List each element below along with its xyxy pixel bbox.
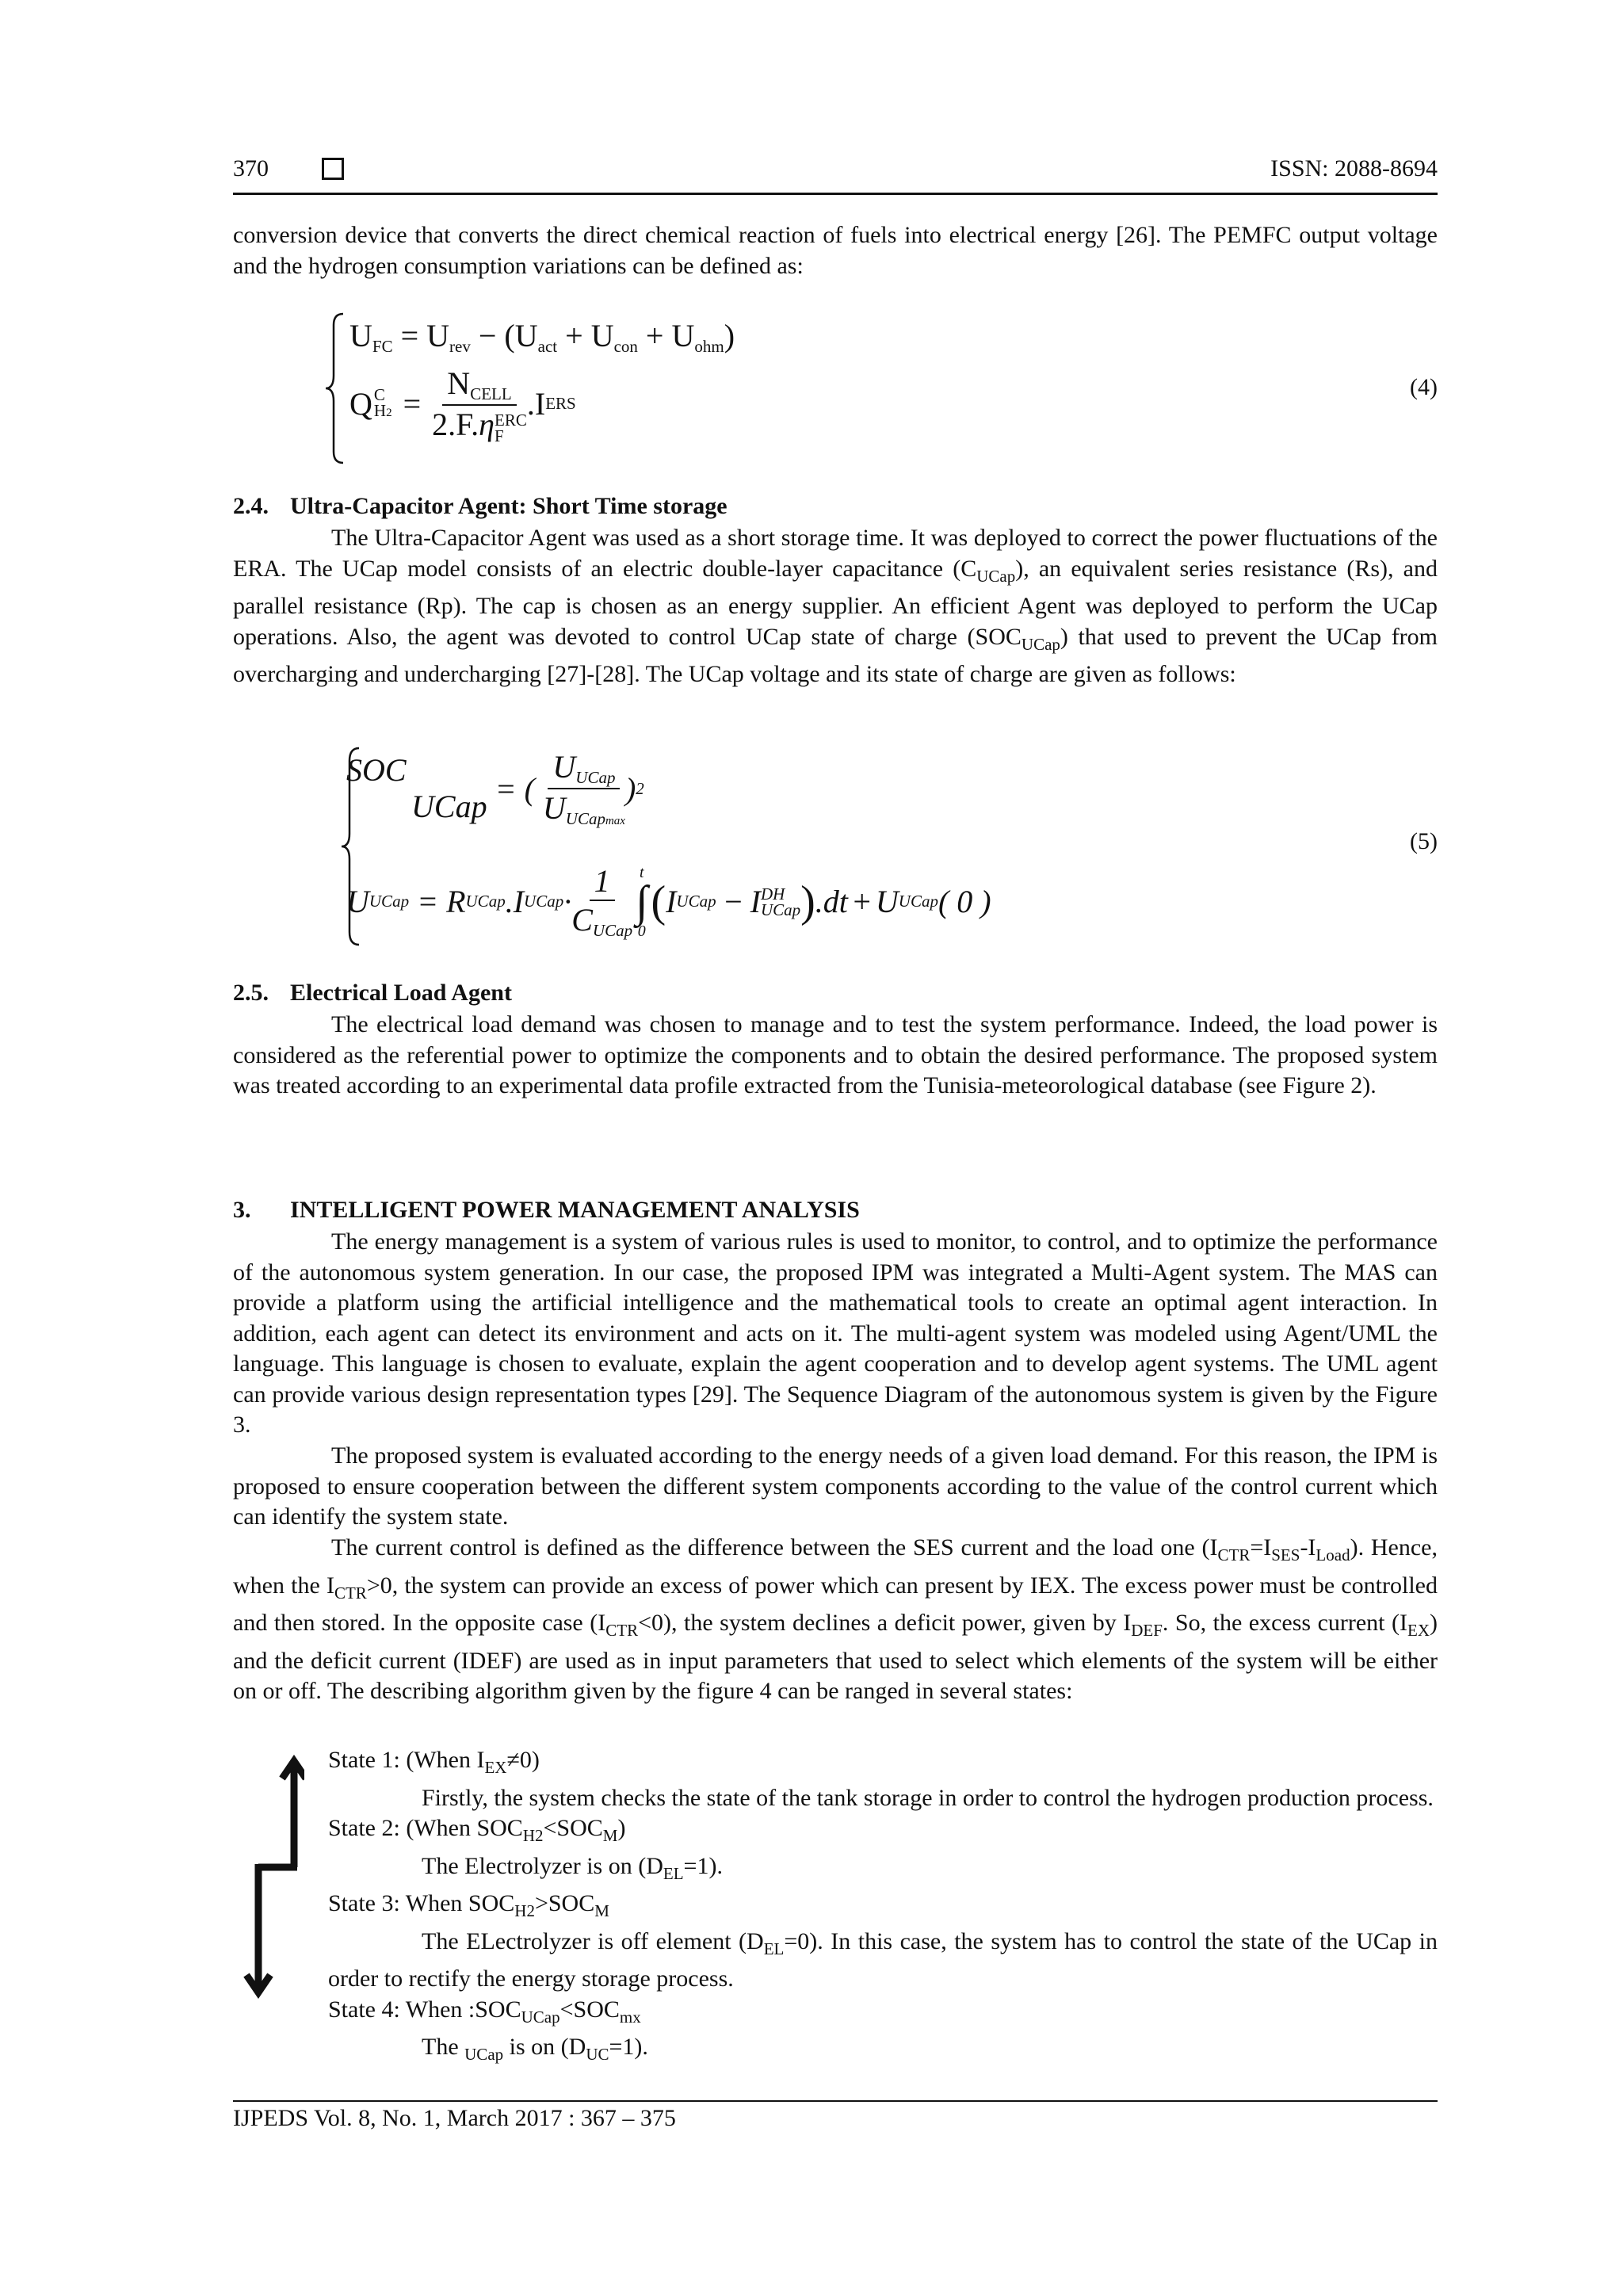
- equation-4-number: (4): [1410, 374, 1438, 400]
- integral-sign: t ∫ 0: [636, 863, 648, 940]
- page-number: 370: [233, 155, 269, 181]
- eq4-line-2: Q C H2 = $N_{CELL}$ 2.F.η ERC F .I ERS: [349, 365, 576, 445]
- eq5-line-2: U UCap = R UCap .I UCap · $\frac{1}{C_{UCap}}$ t ∫ 0 ( I UCap − I DH UCap ) .dt + U UCap ( 0 ): [346, 863, 991, 940]
- section-3-paragraph-1: The energy management is a system of various rules is used to monitor, to control, and to optimize the performance of the autonomous system generation. In our case, the proposed IPM was integrated a Multi-Agent system. The MAS can provide a platform using the artificial intelligence and the mathematical tools to create an optimal agent interaction. In addition, each agent can detect its environment and acts on it. The multi-agent system was modeled using Agent/UML the language. This language is chosen to evaluate, explain the agent cooperation and to develop agent systems. The UML agent can provide various design representation types [29]. The Sequence Diagram of the autonomous system is given by the Figure 3.: [233, 1228, 1438, 1438]
- eq5-line-1: SOC UCap = ( $\frac{U_{UCap}}{U_{UCapmax}}$ ) 2: [346, 749, 644, 828]
- states-list: [328, 1745, 1438, 2070]
- state-1-description: Firstly, the system checks the state of the tank storage in order to control the hydrogen production process.: [422, 1784, 1434, 1811]
- footer-rule: [233, 2100, 1438, 2102]
- eq4-fraction: $N_{CELL}$ 2.F.η ERC F: [432, 365, 527, 445]
- state-2: State 2: (When $SOC_{H2}<SOC_M$): [328, 1815, 626, 1845]
- header-rule: [233, 193, 1438, 195]
- equation-4: [324, 311, 800, 469]
- state-2-description: The Electrolyzer is on $(D_{EL}=1)$.: [422, 1852, 723, 1883]
- section-2-5-paragraph: The electrical load demand was chosen to manage and to test the system performance. Indeed, the load power is considered as the referential power to optimize the components and to obtain the desired performance. The proposed system was treated according to an experimental data profile extracted from the Tunisia-meteorological database (see Figure 2).: [233, 1011, 1438, 1098]
- page-header: [233, 155, 1438, 192]
- state-3: State 3: When $SOC_{H2}>SOC_M$: [328, 1890, 609, 1920]
- section-3-heading: 3. INTELLIGENT POWER MANAGEMENT ANALYSIS: [233, 1197, 860, 1223]
- section-2-4-paragraph: The Ultra-Capacitor Agent was used as a short storage time. It was deployed to correct the power fluctuations of the ERA. The UCap model consists of an electric double-layer capacitance $(C_{UCap})$, an equivalent series resistance (Rs), and parallel resistance (Rp). The cap is chosen as an energy supplier. An efficient Agent was deployed to perform the UCap operations. Also, the agent was devoted to control UCap state of charge $(SOC_{UCap})$ that used to prevent the UCap from overcharging and undercharging [27]-[28]. The UCap voltage and its state of charge are given as follows:: [233, 525, 1438, 687]
- state-flow-arrows-icon: [233, 1752, 304, 2005]
- state-1: State 1: (When $I_{EX}\ne 0$): [328, 1747, 540, 1777]
- square-icon: [322, 158, 344, 180]
- left-brace-icon: [324, 311, 348, 466]
- section-2-4-heading: 2.4. Ultra-Capacitor Agent: Short Time storage: [233, 493, 727, 519]
- eq5-fraction-2: $\frac{1}{C_{UCap}}$: [571, 863, 633, 940]
- page-footer: IJPEDS Vol. 8, No. 1, March 2017 : 367 – 375: [233, 2105, 676, 2131]
- section-3-paragraph-3: The current control is defined as the difference between the SES current and the load one $(I_{CTR}=I_{SES}-I_{Load})$. Hence, when the $I_{CTR}>0$, the system can provide an excess of power which can present by IEX. The excess power must be controlled and then stored. In the opposite case $(I_{CTR}<0)$, the system declines a deficit power, given by $I_{DEF}$. So, the excess current $(I_{EX})$ and the deficit current (IDEF) are used as in input parameters that used to select which elements of the system will be either on or off. The describing algorithm given by the figure 4 can be ranged in several states:: [233, 1534, 1438, 1704]
- eq4-line-1: $U_{FC} = U_{rev} - (U_{act} + U_{con} + U_{ohm})$: [349, 318, 735, 356]
- issn-label: ISSN: 2088-8694: [1270, 155, 1438, 181]
- state-4-description: The $_{UCap}$ is on $(D_{UC}=1)$.: [422, 2034, 648, 2064]
- section-3-paragraph-2: The proposed system is evaluated according to the energy needs of a given load demand. For this reason, the IPM is proposed to ensure cooperation between the different system components according to the value of the control current which can identify the system state.: [233, 1442, 1438, 1530]
- section-2-5-heading: 2.5. Electrical Load Agent: [233, 980, 512, 1006]
- equation-5: [340, 745, 991, 951]
- state-3-description: The ELectrolyzer is off element $(D_{EL}=0)$. In this case, the system has to control the state of the UCap in order to rectify the energy storage process.: [328, 1927, 1438, 1992]
- eq5-fraction-1: $\frac{U_{UCap}}{U_{UCapmax}}$: [542, 749, 625, 828]
- state-4: State 4: When $:SOC_{UCap}<SOC_{mx}$: [328, 1996, 641, 2027]
- intro-paragraph: conversion device that converts the direct chemical reaction of fuels into electrical energy [26]. The PEMFC output voltage and the hydrogen consumption variations can be defined as:: [233, 222, 1438, 279]
- equation-5-number: (5): [1410, 828, 1438, 854]
